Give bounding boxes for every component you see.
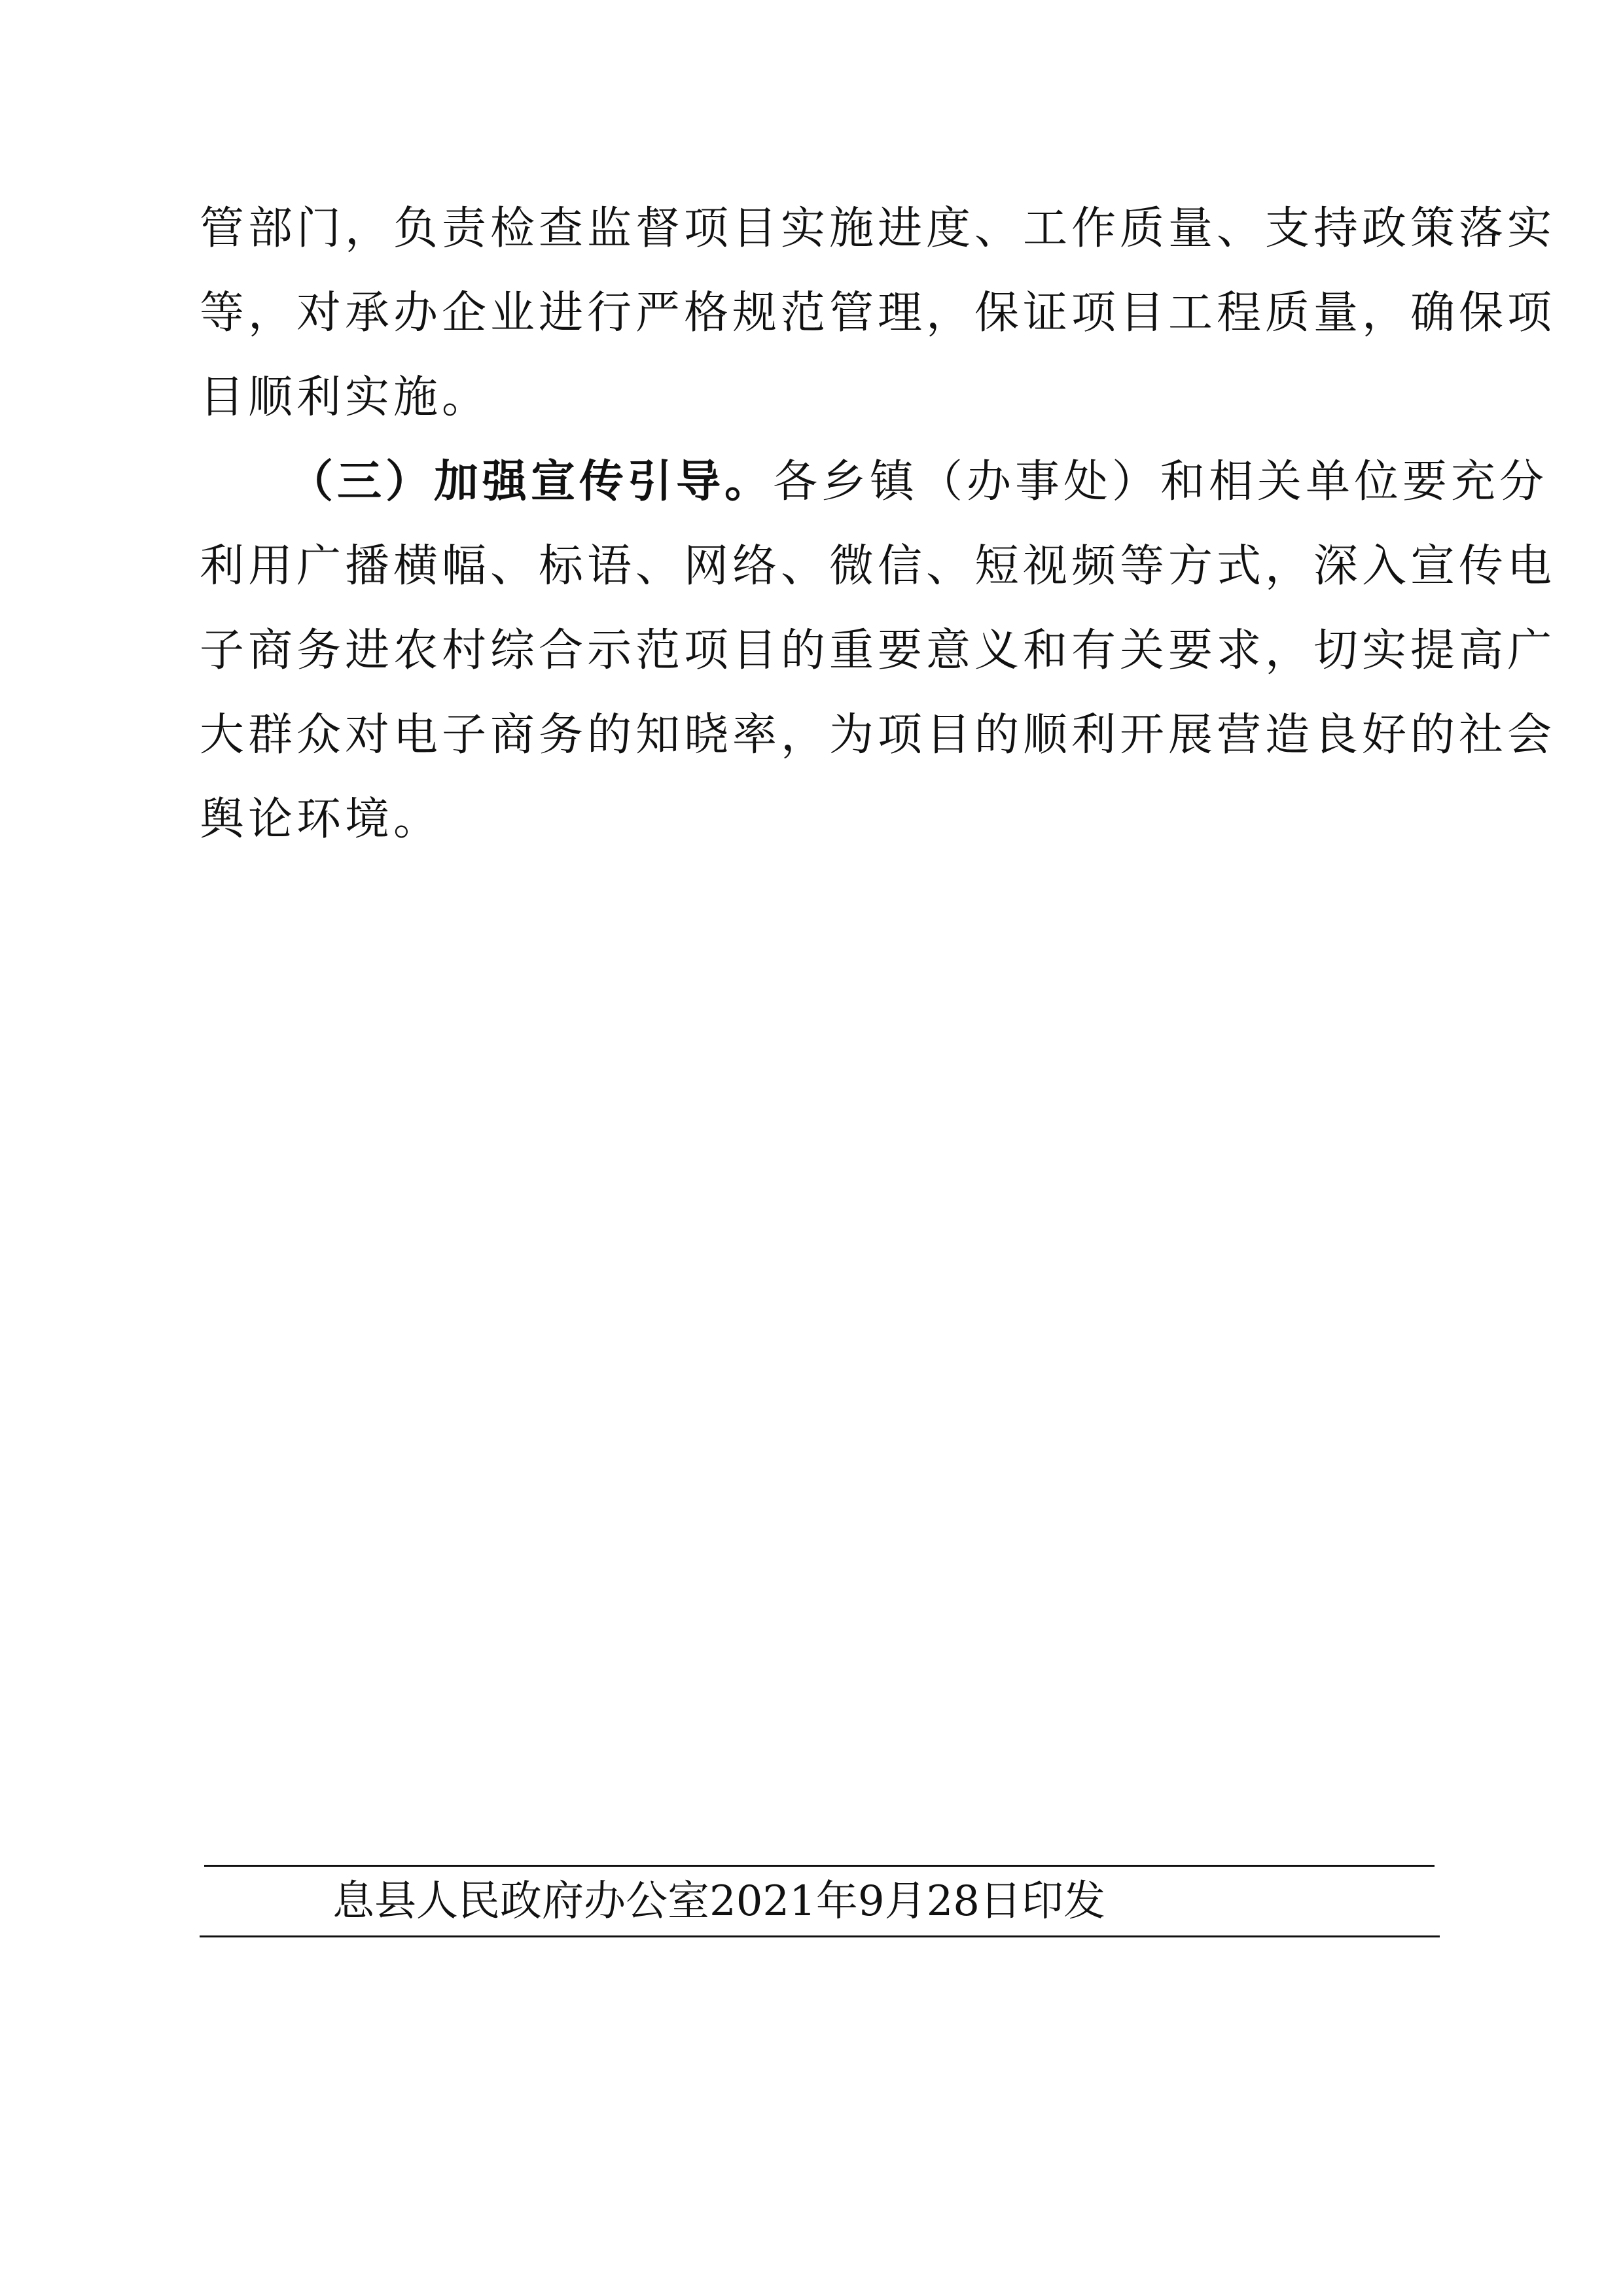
body-text bbox=[200, 186, 1556, 862]
colophon-top-rule bbox=[204, 1865, 1435, 1867]
paragraph-line: 等，对承办企业进行严格规范管理，保证项目工程质量，确保项 bbox=[200, 287, 1556, 339]
paragraph-text: 各乡镇（办事处）和相关单位要充分 bbox=[773, 456, 1548, 508]
section-heading-line bbox=[200, 440, 1548, 524]
paragraph-line: 目顺利实施。 bbox=[200, 372, 491, 423]
paragraph-line: 管部门，负责检查监督项目实施进度、工作质量、支持政策落实 bbox=[200, 203, 1556, 255]
paragraph-line: 子商务进农村综合示范项目的重要意义和有关要求，切实提高广 bbox=[200, 625, 1556, 677]
paragraph-line: 舆论环境。 bbox=[200, 794, 442, 845]
colophon-bottom-rule bbox=[200, 1935, 1440, 1937]
section-heading: （三）加强宣传引导。 bbox=[289, 455, 774, 508]
paragraph-line: 大群众对电子商务的知晓率，为项目的顺利开展营造良好的社会 bbox=[200, 709, 1556, 761]
colophon-text: 息县人民政府办公室2021年9月28日印发 bbox=[332, 1877, 1106, 1926]
paragraph-line: 利用广播横幅、标语、网络、微信、短视频等方式，深入宣传电 bbox=[200, 540, 1556, 592]
